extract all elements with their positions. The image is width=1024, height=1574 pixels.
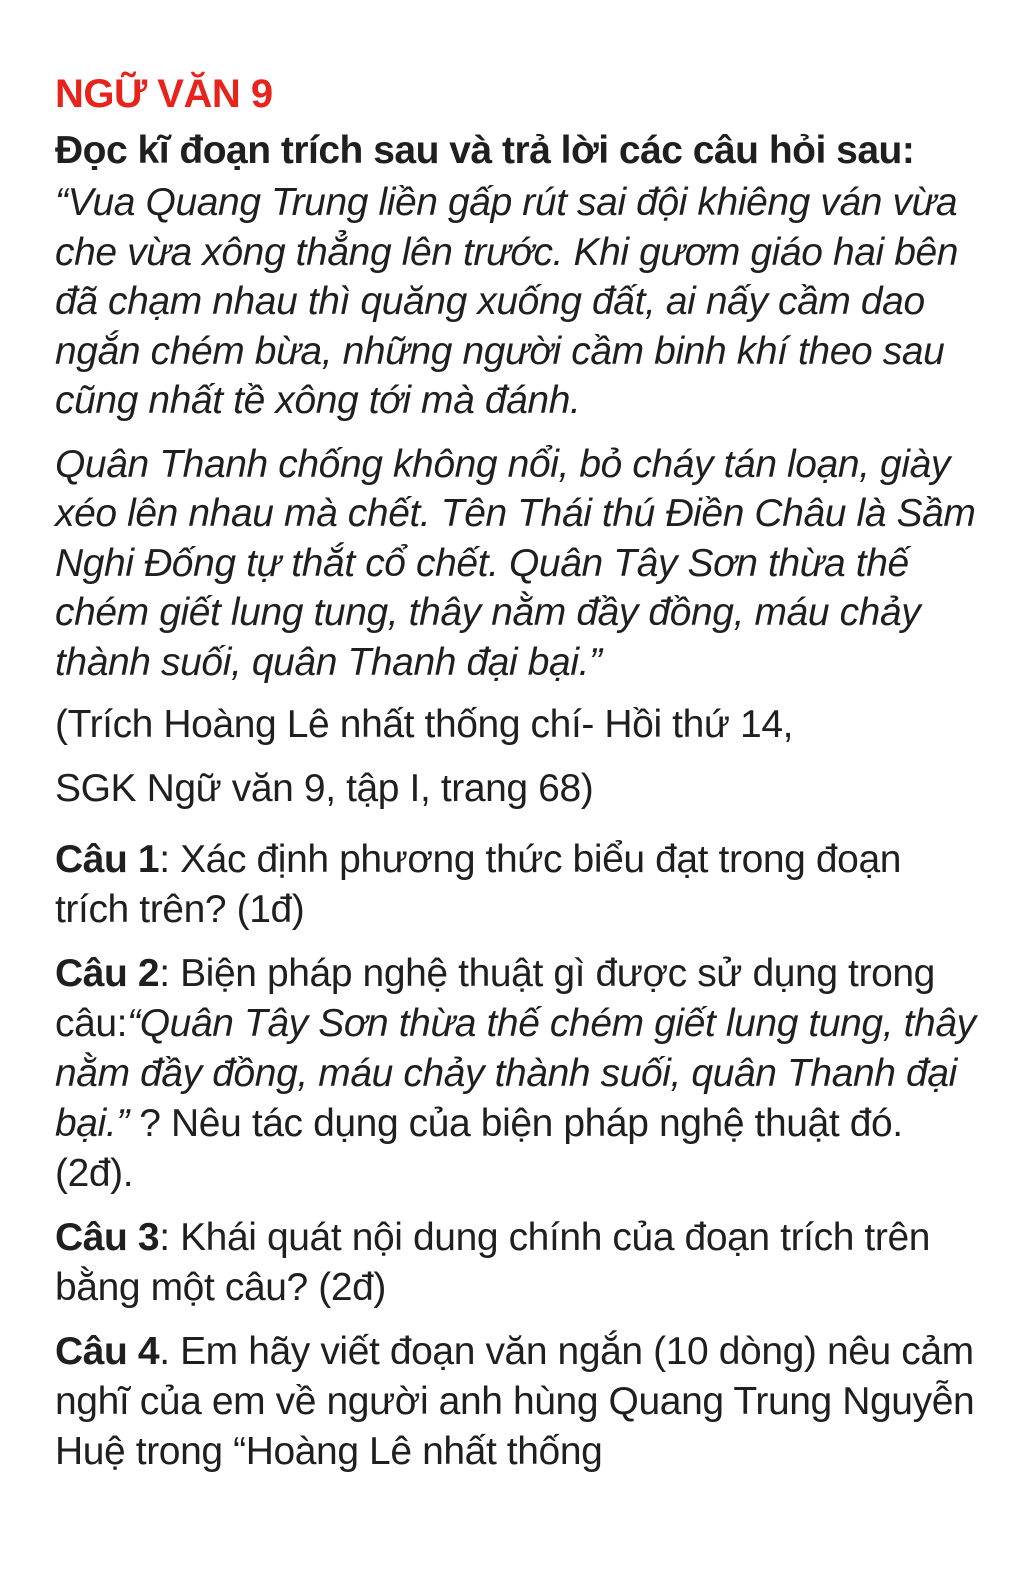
question-2: [55, 949, 985, 1199]
question-3-text: : Khái quát nội dung chính của đoạn trích trên bằng một câu? (2đ): [55, 1216, 931, 1309]
page-title: NGỮ VĂN 9: [55, 72, 273, 116]
reading-instruction: Đọc kĩ đoạn trích sau và trả lời các câu hỏi sau:: [55, 129, 915, 172]
question-1-text: : Xác định phương thức biểu đạt trong đoạn trích trên? (1đ): [55, 838, 902, 931]
question-4: [55, 1327, 985, 1477]
excerpt-source: [55, 693, 985, 821]
excerpt-block: [55, 178, 985, 687]
question-2-text-before: : Biện pháp nghệ thuật gì được sử dụng trong câu:: [55, 952, 935, 1045]
question-2-quote: “Quân Tây Sơn thừa thế chém giết lung tung, thây nằm đầy đồng, máu chảy thành suối, quân Thanh đại bại.”: [55, 1002, 976, 1145]
question-3: [55, 1213, 985, 1313]
excerpt-paragraph-1: “Vua Quang Trung liền gấp rút sai đội khiêng ván vừa che vừa xông thẳng lên trước. Khi gươm giáo hai bên đã chạm nhau thì quăng xuống đất, ai nấy cầm dao ngắn chém bừa, những người cầm binh khí theo sau cũng nhất tề xông tới mà đánh.: [55, 181, 959, 422]
question-1-label: Câu 1: [55, 838, 160, 881]
question-1: [55, 835, 985, 935]
question-3-label: Câu 3: [55, 1216, 160, 1259]
question-4-text: . Em hãy viết đoạn văn ngắn (10 dòng) nêu cảm nghĩ của em về người anh hùng Quang Trung Nguyễn Huệ trong “Hoàng Lê nhất thống: [55, 1330, 975, 1473]
question-2-text-after: ? Nêu tác dụng của biện pháp nghệ thuật đó. (2đ).: [55, 1102, 903, 1195]
source-line-2: SGK Ngữ văn 9, tập I, trang 68): [55, 767, 594, 810]
excerpt-paragraph-2: Quân Thanh chống không nổi, bỏ cháy tán loạn, giày xéo lên nhau mà chết. Tên Thái thú Điền Châu là Sầm Nghi Đống tự thắt cổ chết. Quân Tây Sơn thừa thế chém giết lung tung, thây nằm đầy đồng, máu chảy thành suối, quân Thanh đại bại.”: [55, 442, 976, 684]
question-2-label: Câu 2: [55, 952, 160, 995]
question-4-label: Câu 4: [55, 1330, 160, 1373]
source-line-1: (Trích Hoàng Lê nhất thống chí- Hồi thứ 14,: [55, 703, 794, 746]
document-page: [55, 66, 985, 1477]
